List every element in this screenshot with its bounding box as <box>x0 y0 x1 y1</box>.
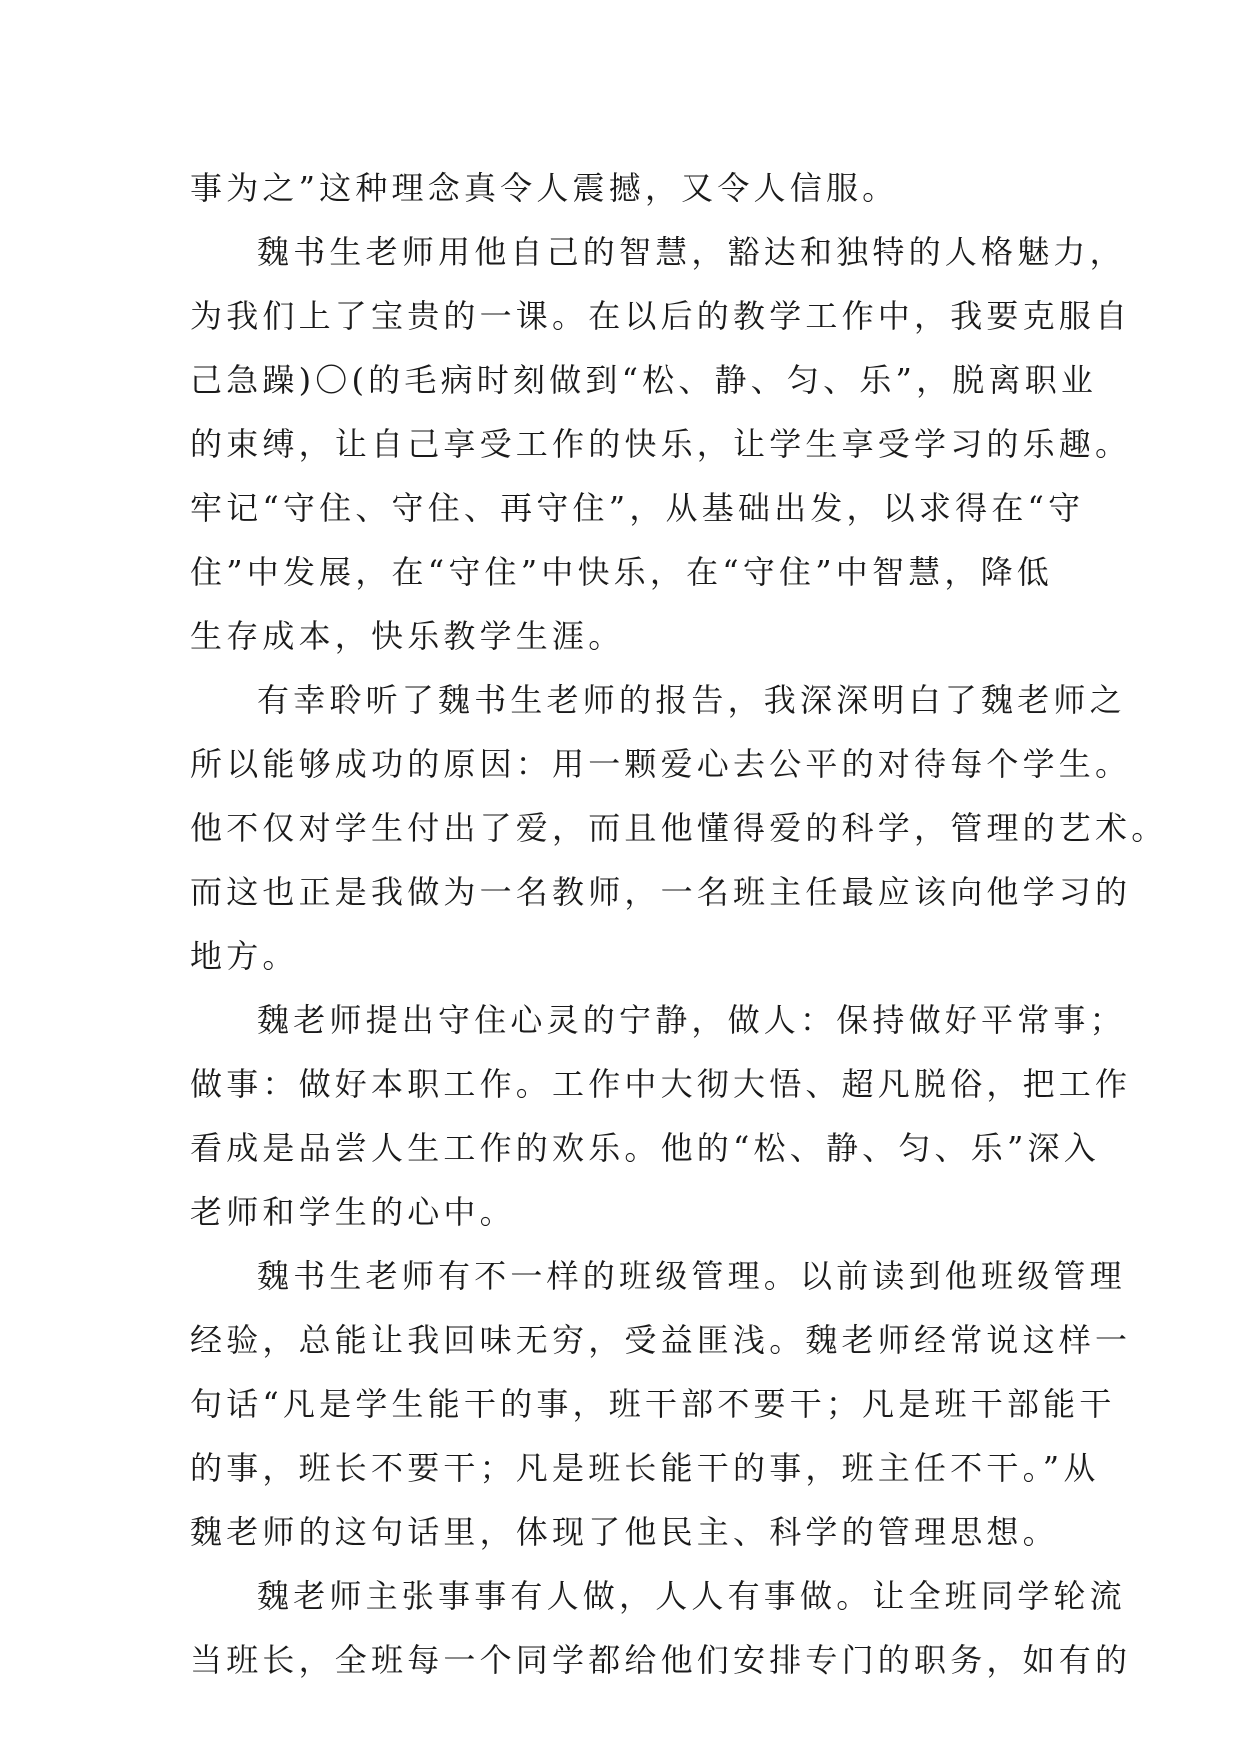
document-body <box>190 156 1168 1692</box>
text-line: 句话“凡是学生能干的事，班干部不要干；凡是班干部能干 <box>190 1385 1116 1423</box>
paragraph-first-line: 魏老师主张事事有人做，人人有事做。让全班同学轮流 <box>257 1577 1126 1615</box>
text-line: 地方。 <box>190 937 299 975</box>
text-line: 的束缚，让自己享受工作的快乐，让学生享受学习的乐趣。 <box>190 425 1132 463</box>
paragraph-first-line: 魏书生老师用他自己的智慧，豁达和独特的人格魅力， <box>257 233 1126 271</box>
paragraph-first-line: 魏老师提出守住心灵的宁静，做人：保持做好平常事； <box>257 1001 1126 1039</box>
text-line: 的事，班长不要干；凡是班长能干的事，班主任不干。”从 <box>190 1449 1100 1487</box>
text-line: 住”中发展，在“守住”中快乐，在“守住”中智慧，降低 <box>190 553 1053 591</box>
paragraph-first-line: 魏书生老师有不一样的班级管理。以前读到他班级管理 <box>257 1257 1126 1295</box>
text-line: 牢记“守住、守住、再守住”，从基础出发，以求得在“守 <box>190 489 1085 527</box>
text-line: 所以能够成功的原因：用一颗爱心去公平的对待每个学生。 <box>190 745 1132 783</box>
text-line: 魏老师的这句话里，体现了他民主、科学的管理思想。 <box>190 1513 1059 1551</box>
text-line: 而这也正是我做为一名教师，一名班主任最应该向他学习的 <box>190 873 1132 911</box>
text-line: 己急躁)〇(的毛病时刻做到“松、静、匀、乐”，脱离职业 <box>190 361 1098 399</box>
text-line: 看成是品尝人生工作的欢乐。他的“松、静、匀、乐”深入 <box>190 1129 1100 1167</box>
paragraph-first-line: 有幸聆听了魏书生老师的报告，我深深明白了魏老师之 <box>257 681 1126 719</box>
text-line: 经验，总能让我回味无穷，受益匪浅。魏老师经常说这样一 <box>190 1321 1132 1359</box>
text-line: 当班长，全班每一个同学都给他们安排专门的职务，如有的 <box>190 1641 1132 1679</box>
text-line: 生存成本，快乐教学生涯。 <box>190 617 625 655</box>
text-line: 他不仅对学生付出了爱，而且他懂得爱的科学，管理的艺术。 <box>190 809 1168 847</box>
text-line: 为我们上了宝贵的一课。在以后的教学工作中，我要克服自 <box>190 297 1132 335</box>
text-line: 老师和学生的心中。 <box>190 1193 516 1231</box>
text-line: 事为之”这种理念真令人震撼，又令人信服。 <box>190 169 899 207</box>
text-line: 做事：做好本职工作。工作中大彻大悟、超凡脱俗，把工作 <box>190 1065 1132 1103</box>
